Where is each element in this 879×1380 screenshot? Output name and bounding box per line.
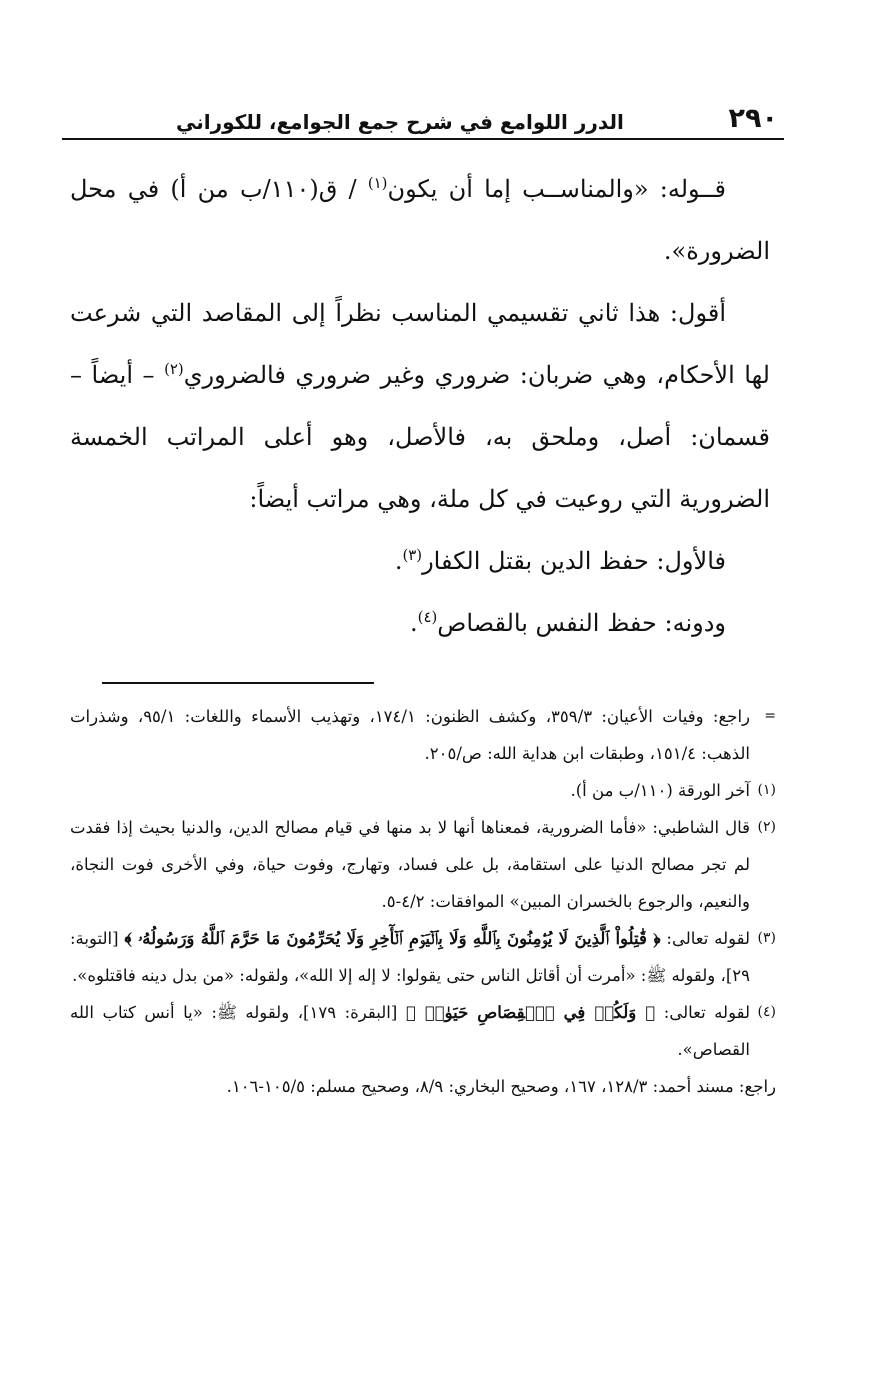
footnote-3-body — [70, 920, 750, 994]
footnote-continuation — [70, 698, 776, 772]
footnote-ref-4: (٤) — [417, 608, 438, 626]
footnote-2-text: قال الشاطبي: «فأما الضرورية، فمعناها أنها لا بد منها في قيام مصالح الدين، والدنيا بحيث إذا فقدت لم تجر مصالح الدنيا على استقامة، بل على فساد، وتهارج، وفوت حياة، وفي الأخرى فوت النجاة، والنعيم، والرجوع بالخسران المبين» الموافقات: ٤/٢-٥. — [70, 818, 750, 911]
continuation-marker: = — [764, 708, 776, 724]
footnote-4-marker: (٤) — [757, 1004, 776, 1020]
continuation-text: راجع: وفيات الأعيان: ٣٥٩/٣، وكشف الظنون: ١٧٤/١، وتهذيب الأسماء واللغات: ٩٥/١، وشذرات الذهب: ١٥١/٤، وطبقات ابن هداية الله: ص/٢٠٥. — [70, 707, 751, 763]
paragraph-commentary-text: أقول: هذا ثاني تقسيمي المناسب نظراً إلى المقاصد التي شرعت لها الأحكام، وهي ضربان: ضروري وغير ضروري فالضروري — [70, 299, 770, 389]
footnote-4-sources: راجع: مسند أحمد: ١٢٨/٣، ١٦٧، وصحيح البخاري: ٨/٩، وصحيح مسلم: ١٠٥/٥-١٠٦. — [226, 1077, 776, 1096]
footnote-2 — [70, 809, 776, 920]
footnote-separator — [102, 682, 374, 684]
paragraph-quote-text: قــوله: «والمناســب إما أن يكون — [387, 175, 726, 203]
paragraph-quote-text-end: / ق(١١٠/ب من أ) في محل الضرورة». — [70, 175, 770, 265]
footnote-4-lead: لقوله تعالى: — [655, 1003, 750, 1022]
footnote-3-lead: لقوله تعالى: — [660, 929, 750, 948]
footnote-3-marker: (٣) — [757, 930, 776, 946]
footnote-ref-2: (٢) — [164, 360, 184, 378]
second-rank-text-end: . — [410, 609, 418, 637]
footnote-ref-1: (١) — [367, 174, 388, 192]
paragraph-second-rank — [70, 592, 770, 654]
footnote-3 — [70, 920, 776, 994]
footnote-4-rest: [البقرة: ١٧٩]، ولقوله ﷺ: «يا أنس كتاب الله القصاص». — [70, 1003, 750, 1059]
paragraph-commentary — [70, 282, 770, 530]
footnote-3-quran-verse: ﴿ قَٰتِلُواْ ٱلَّذِينَ لَا يُؤۡمِنُونَ بِٱللَّهِ وَلَا بِٱلۡيَوۡمِ ٱلۡأٓخِرِ وَلَا يُحَرِّمُونَ مَا حَرَّمَ ٱللَّهُ وَرَسُولُهُۥ ﴾ — [124, 929, 661, 948]
footnote-1 — [70, 772, 776, 809]
footnote-4-body — [70, 994, 750, 1068]
footnote-4 — [70, 994, 776, 1068]
page-header — [62, 90, 784, 138]
footnote-1-text: آخر الورقة (١١٠/ب من أ). — [570, 781, 750, 800]
second-rank-text: ودونه: حفظ النفس بالقصاص — [437, 609, 726, 637]
footnotes — [62, 698, 784, 1105]
main-text — [62, 158, 784, 654]
first-rank-text: فالأول: حفظ الدين بقتل الكفار — [422, 547, 726, 575]
paragraph-first-rank — [70, 530, 770, 592]
footnote-3-rest: [التوبة: ٢٩]، ولقوله ﷺ: «أمرت أن أقاتل الناس حتى يقولوا: لا إله إلا الله»، ولقوله: «من بدل دينه فاقتلوه». — [70, 929, 750, 985]
page-number: ٢٩٠ — [728, 103, 778, 134]
first-rank-text-end: . — [394, 547, 403, 575]
paragraph-quote — [70, 158, 770, 282]
running-title: الدرر اللوامع في شرح جمع الجوامع، للكوراني — [176, 110, 624, 134]
book-page — [62, 90, 784, 1105]
paragraph-commentary-text-end: – أيضاً – قسمان: أصل، وملحق به، فالأصل، وهو أعلى المراتب الخمسة الضرورية التي روعيت في كل ملة، وهي مراتب أيضاً: — [70, 361, 770, 513]
footnote-2-marker: (٢) — [757, 819, 776, 835]
footnote-1-marker: (١) — [757, 782, 776, 798]
footnote-ref-3: (٣) — [402, 546, 423, 564]
header-rule — [62, 138, 784, 140]
footnote-4-quran-verse: ﴿ وَلَكُمۡ فِي ٱلۡقِصَاصِ حَيَوٰةٞ ﴾ — [405, 1003, 656, 1022]
